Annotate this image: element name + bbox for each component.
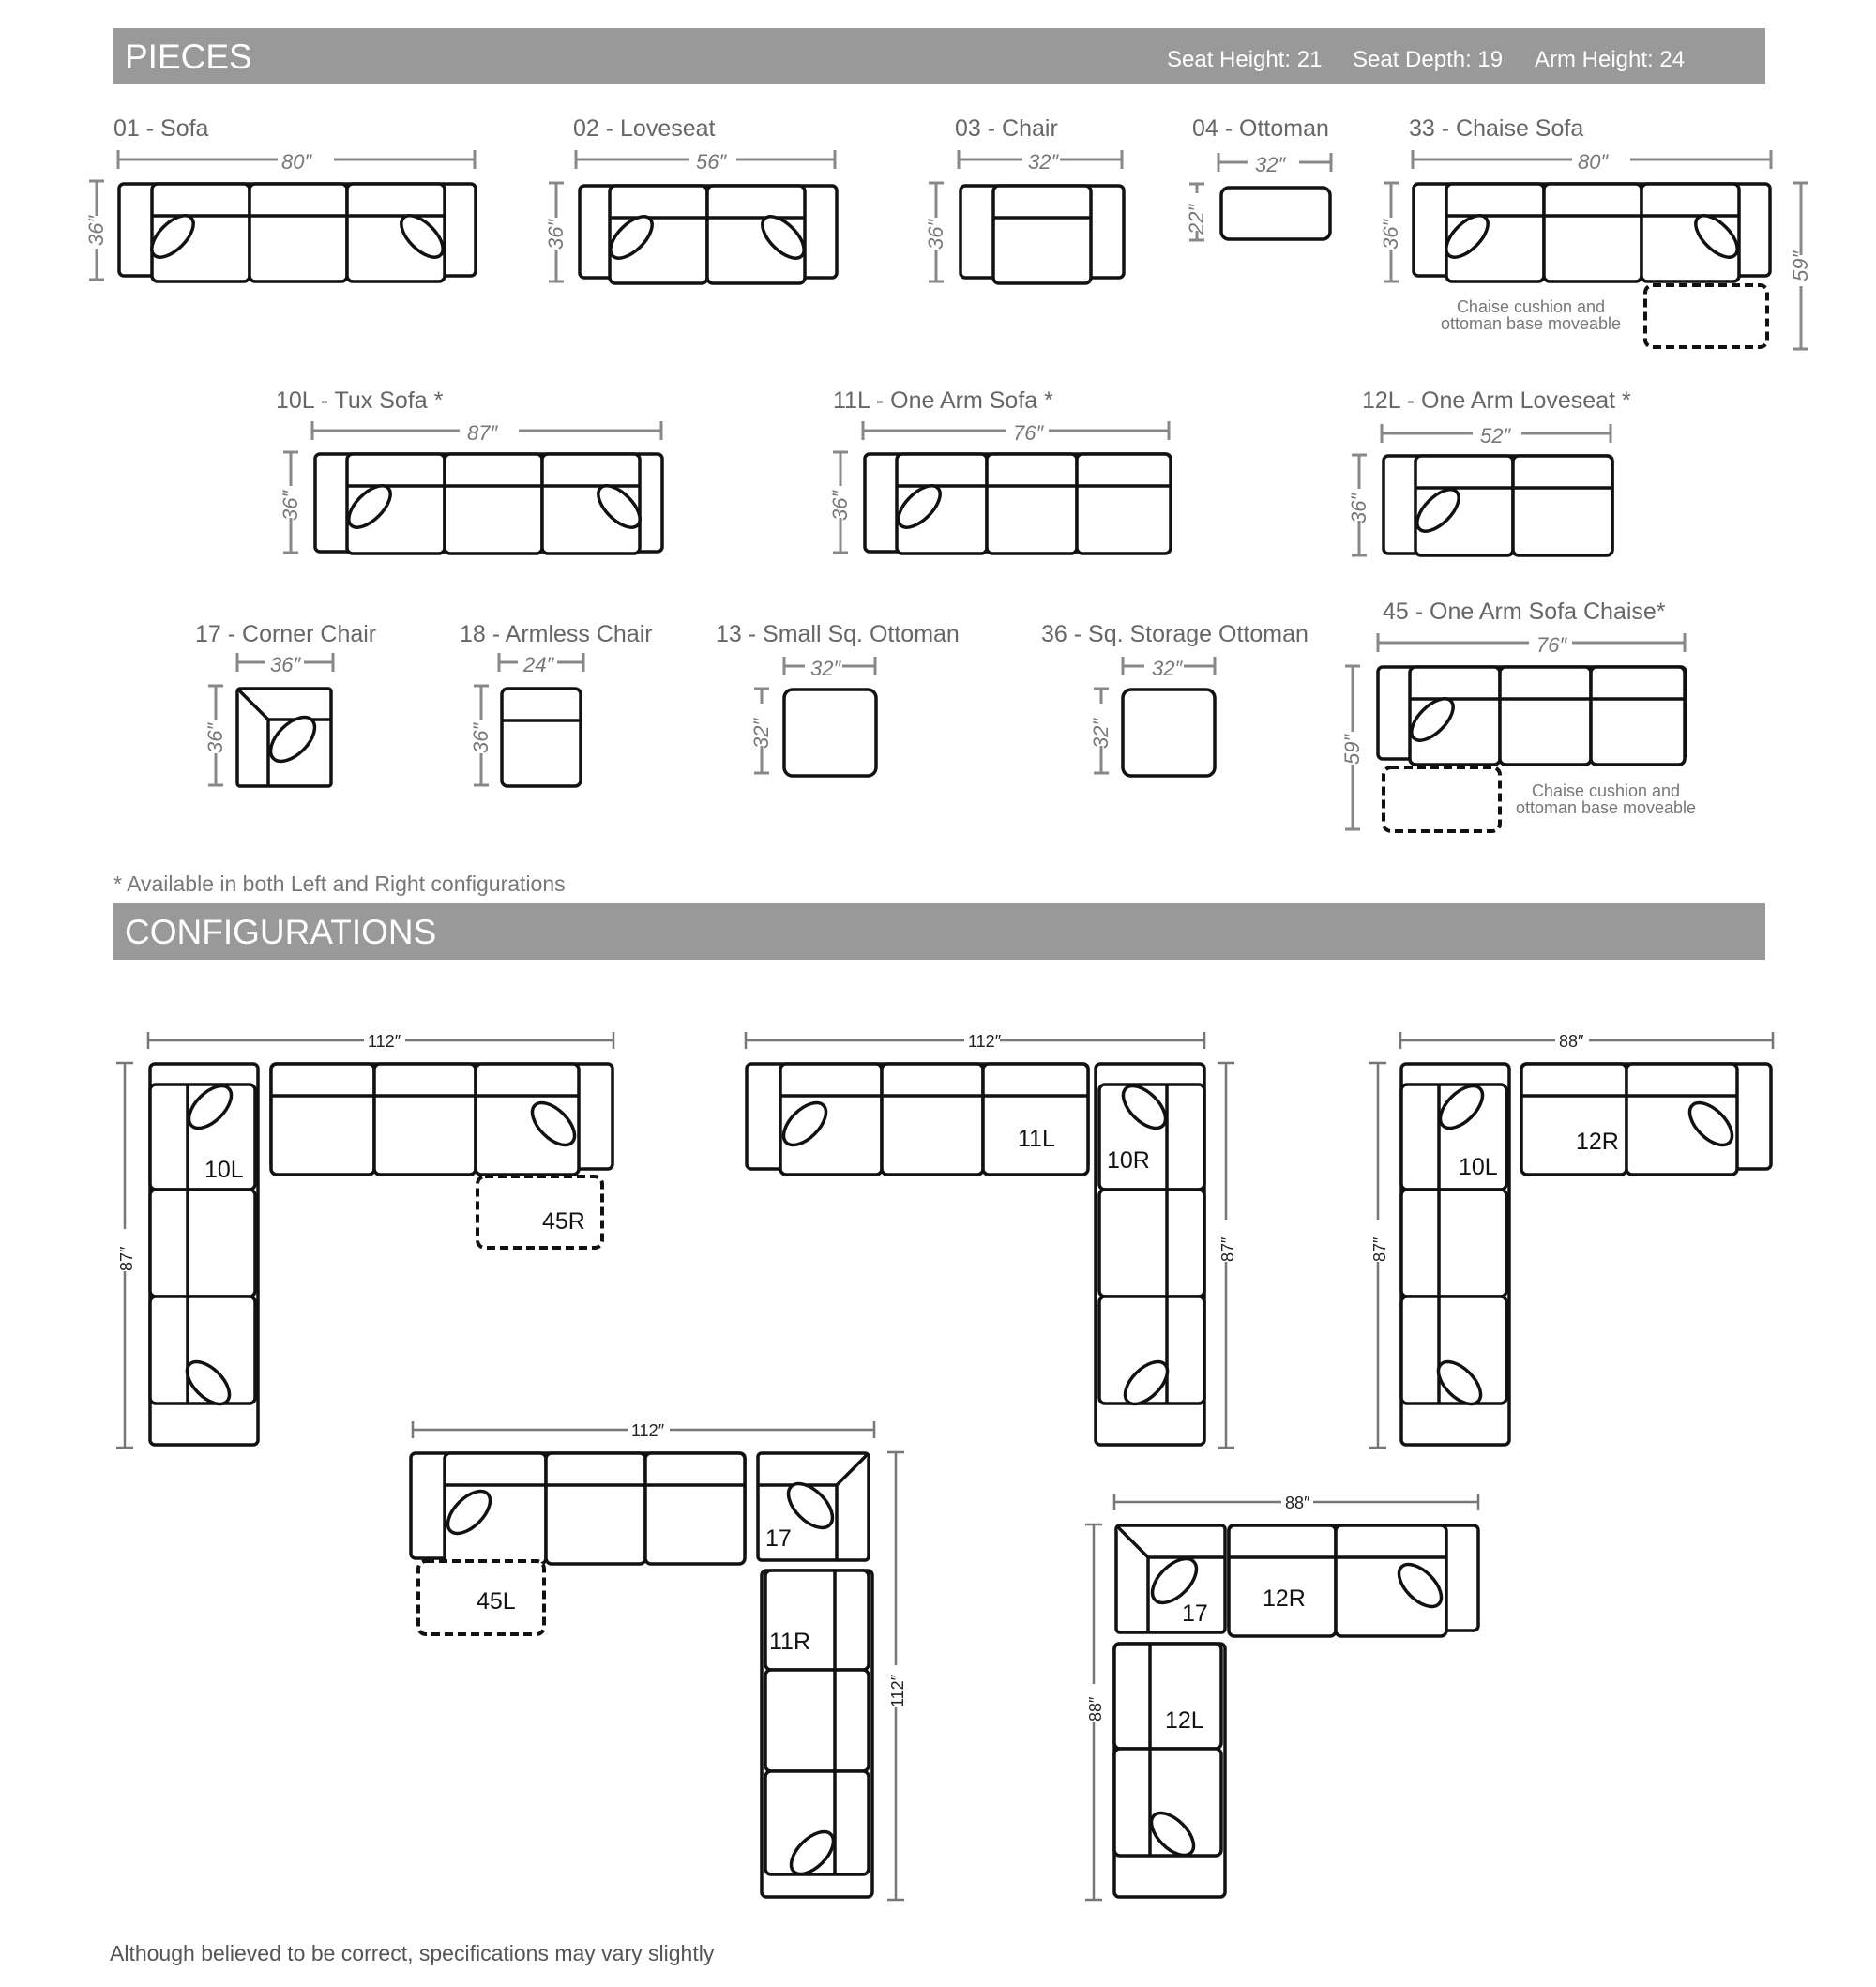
config-piece-label: 10R	[1107, 1147, 1150, 1174]
height-dimension: 22″	[1185, 204, 1208, 235]
width-dimension: 32″	[1028, 150, 1059, 174]
piece-10l-tux-sofa	[276, 387, 662, 554]
config-4	[411, 1421, 907, 1900]
config-depth: 88″	[1086, 1696, 1105, 1722]
piece-label: 36 - Sq. Storage Ottoman	[1041, 621, 1309, 647]
width-dimension: 80″	[1578, 150, 1609, 174]
arm-height-spec: Arm Height: 24	[1535, 47, 1686, 72]
chaise-note-line-1: Chaise cushion and	[1531, 781, 1681, 800]
piece-label: 18 - Armless Chair	[460, 621, 653, 647]
configurations-title: CONFIGURATIONS	[125, 913, 437, 951]
width-dimension: 32″	[1152, 657, 1183, 680]
chaise-note-line-1: Chaise cushion and	[1456, 297, 1606, 316]
config-width: 88″	[1559, 1032, 1584, 1051]
config-piece-label: 17	[765, 1525, 792, 1552]
config-piece-label: 10L	[204, 1157, 244, 1183]
width-dimension: 80″	[281, 150, 312, 174]
piece-45-one-arm-sofa-chaise	[1340, 599, 1696, 831]
config-piece-label: 11L	[1018, 1126, 1055, 1152]
width-dimension: 76″	[1536, 633, 1567, 657]
config-piece-label: 45R	[542, 1208, 585, 1235]
seat-height-spec: Seat Height: 21	[1167, 47, 1323, 72]
config-2	[746, 1032, 1237, 1448]
piece-label: 03 - Chair	[955, 115, 1058, 142]
height-dimension: 36″	[279, 490, 302, 521]
config-piece-label: 12L	[1165, 1707, 1204, 1734]
piece-label: 45 - One Arm Sofa Chaise*	[1383, 599, 1666, 625]
piece-03-chair	[924, 115, 1124, 283]
width-dimension: 56″	[696, 150, 727, 174]
height-dimension: 36″	[544, 219, 567, 250]
piece-label: 17 - Corner Chair	[195, 621, 377, 647]
width-dimension: 36″	[270, 653, 301, 676]
height-dimension: 36″	[828, 490, 852, 521]
piece-12l-one-arm-loveseat	[1347, 387, 1631, 555]
config-piece-label: 17	[1182, 1600, 1208, 1627]
height-dimension: 36″	[84, 215, 108, 246]
total-depth-dimension: 59″	[1340, 734, 1364, 765]
config-3	[1369, 1032, 1773, 1448]
width-dimension: 24″	[523, 653, 554, 676]
config-5	[1085, 1494, 1478, 1900]
width-dimension: 52″	[1480, 424, 1511, 447]
piece-18-armless-chair	[460, 621, 653, 786]
height-dimension: 32″	[1089, 718, 1112, 749]
config-depth: 112″	[888, 1674, 907, 1707]
config-1	[116, 1032, 613, 1448]
piece-label: 11L - One Arm Sofa *	[833, 387, 1053, 414]
piece-label: 33 - Chaise Sofa	[1409, 115, 1584, 142]
availability-note: * Available in both Left and Right configurations	[113, 872, 566, 896]
config-width: 88″	[1285, 1494, 1310, 1512]
config-depth: 87″	[117, 1246, 136, 1271]
config-depth: 87″	[1218, 1236, 1237, 1262]
piece-11l-one-arm-sofa	[828, 387, 1171, 554]
chaise-note-line-2: ottoman base moveable	[1515, 798, 1697, 817]
disclaimer-footer: Although believed to be correct, specifications may vary slightly	[110, 1941, 715, 1965]
piece-label: 10L - Tux Sofa *	[276, 387, 444, 414]
width-dimension: 32″	[1255, 153, 1286, 176]
config-width: 112″	[968, 1032, 1002, 1051]
config-piece-label: 12R	[1576, 1129, 1619, 1155]
config-piece-label: 45L	[477, 1588, 516, 1615]
height-dimension: 36″	[204, 722, 227, 753]
height-dimension: 32″	[749, 718, 773, 749]
config-width: 112″	[368, 1032, 401, 1051]
height-dimension: 36″	[469, 722, 492, 753]
piece-02-loveseat	[544, 115, 837, 283]
height-dimension: 36″	[1347, 493, 1370, 523]
piece-13-small-sq-ottoman	[716, 621, 960, 776]
height-dimension: 36″	[924, 219, 947, 250]
width-dimension: 32″	[810, 657, 841, 680]
config-width: 112″	[631, 1421, 665, 1440]
total-depth-dimension: 59″	[1789, 250, 1812, 281]
pieces-title: PIECES	[125, 38, 252, 76]
config-piece-label: 10L	[1459, 1154, 1498, 1180]
chaise-note-line-2: ottoman base moveable	[1440, 314, 1622, 333]
seat-depth-spec: Seat Depth: 19	[1353, 47, 1504, 72]
piece-36-sq-storage-ottoman	[1041, 621, 1309, 776]
piece-04-ottoman	[1185, 115, 1331, 240]
piece-01-sofa	[84, 115, 476, 281]
pieces-header-bar	[113, 28, 1765, 84]
config-piece-label: 11R	[769, 1629, 811, 1655]
piece-label: 04 - Ottoman	[1192, 115, 1329, 142]
config-depth: 87″	[1370, 1236, 1389, 1262]
piece-label: 12L - One Arm Loveseat *	[1362, 387, 1631, 414]
piece-label: 02 - Loveseat	[573, 115, 716, 142]
height-dimension: 36″	[1379, 219, 1402, 250]
width-dimension: 87″	[467, 421, 498, 445]
width-dimension: 76″	[1013, 421, 1044, 445]
piece-17-corner-chair	[195, 621, 376, 786]
piece-label: 01 - Sofa	[113, 115, 209, 142]
config-piece-label: 12R	[1263, 1585, 1306, 1612]
piece-33-chaise-sofa	[1379, 115, 1812, 349]
piece-label: 13 - Small Sq. Ottoman	[716, 621, 960, 647]
